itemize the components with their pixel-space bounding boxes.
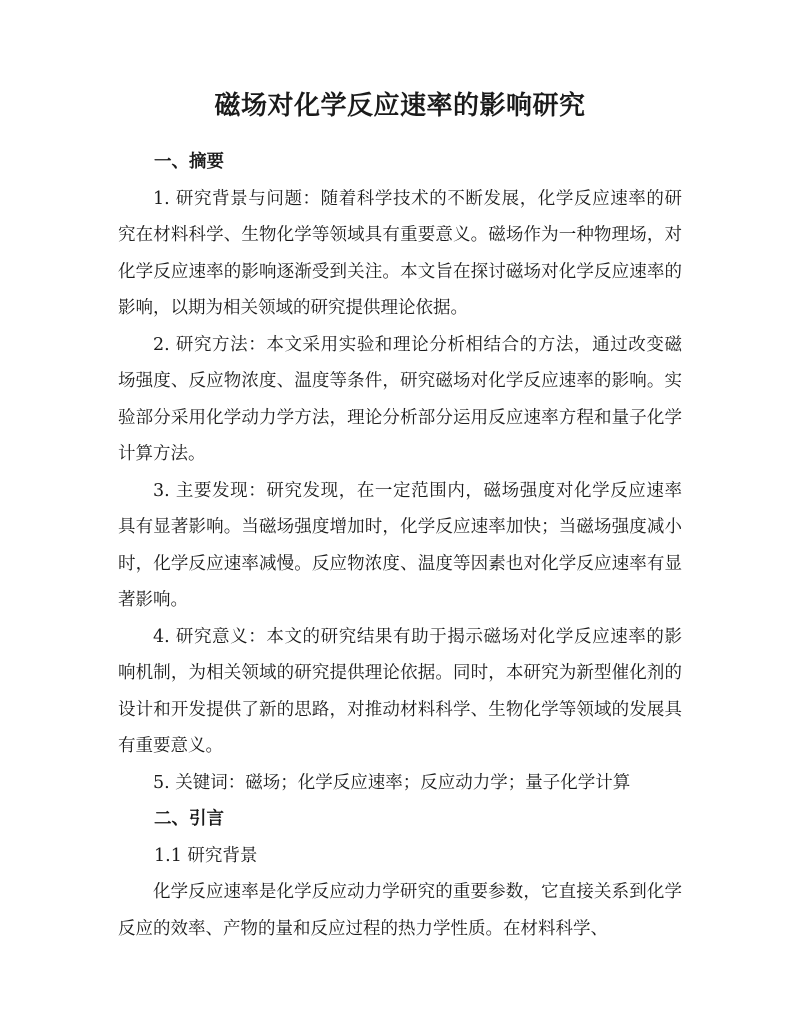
abstract-item-keywords: 5. 关键词：磁场；化学反应速率；反应动力学；量子化学计算: [153, 772, 631, 793]
abstract-item-background: 1. 研究背景与问题：随着科学技术的不断发展，化学反应速率的研究在材料科学、生物化学等领域具有重要意义。磁场作为一种物理场，对化学反应速率的影响逐渐受到关注。本文旨在探讨磁场对化学反应速率的影响，以期为相关领域的研究提供理论依据。: [118, 188, 682, 318]
document-body: [118, 144, 682, 947]
abstract-item-significance: 4. 研究意义：本文的研究结果有助于揭示磁场对化学反应速率的影响机制，为相关领域的研究提供理论依据。同时，本研究为新型催化剂的设计和开发提供了新的思路，对推动材料科学、生物化学等领域的发展具有重要意义。: [118, 626, 682, 756]
document-title: 磁场对化学反应速率的影响研究: [214, 91, 586, 121]
intro-paragraph: 化学反应速率是化学反应动力学研究的重要参数，它直接关系到化学反应的效率、产物的量和反应过程的热力学性质。在材料科学、: [118, 882, 682, 939]
abstract-item-method: 2. 研究方法：本文采用实验和理论分析相结合的方法，通过改变磁场强度、反应物浓度、温度等条件，研究磁场对化学反应速率的影响。实验部分采用化学动力学方法，理论分析部分运用反应速率方程和量子化学计算方法。: [118, 334, 682, 464]
abstract-heading: 一、摘要: [154, 152, 224, 172]
intro-heading: 二、引言: [154, 809, 224, 829]
intro-subheading: 1.1 研究背景: [154, 845, 258, 866]
abstract-item-findings: 3. 主要发现：研究发现，在一定范围内，磁场强度对化学反应速率具有显著影响。当磁场强度增加时，化学反应速率加快；当磁场强度减小时，化学反应速率减慢。反应物浓度、温度等因素也对化学反应速率有显著影响。: [118, 480, 682, 610]
